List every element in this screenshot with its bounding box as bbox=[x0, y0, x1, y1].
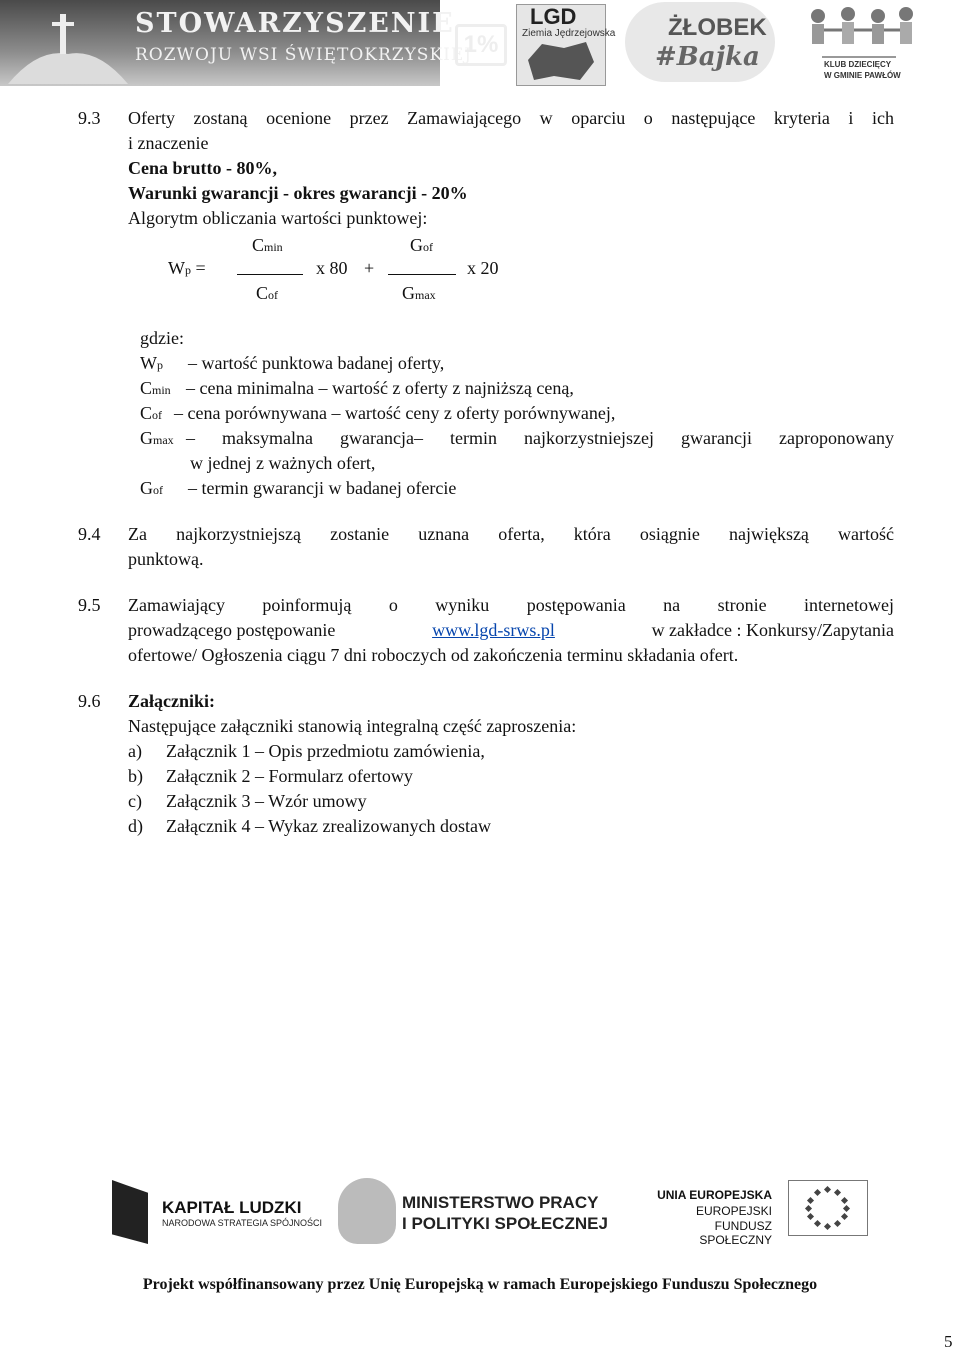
eu-flag-icon bbox=[788, 1180, 868, 1236]
attachment-letter: c) bbox=[128, 791, 142, 811]
klub-line2: W GMINIE PAWŁÓW bbox=[824, 71, 901, 80]
definition-symbol: Wp bbox=[140, 353, 163, 373]
section-9-5-line2 bbox=[128, 618, 894, 643]
ue-line3: FUNDUSZ SPOŁECZNY bbox=[699, 1219, 772, 1247]
page-number: 5 bbox=[944, 1332, 953, 1351]
cofinance-note: Projekt współfinansowany przez Unię Europejską w ramach Europejskiego Funduszu Społecznego bbox=[142, 1276, 818, 1293]
section-9-4-line1: Za najkorzystniejszą zostanie uznana oferta, która osiągnie największą wartość bbox=[128, 524, 894, 544]
section-9-3-number: 9.3 bbox=[78, 108, 101, 128]
definition-symbol: Gof bbox=[140, 478, 163, 498]
one-percent-logo: 1% bbox=[455, 24, 507, 66]
fraction-line-price bbox=[237, 274, 303, 275]
formula-c-of: Cof bbox=[256, 283, 279, 303]
zlobek-title: ŻŁOBEK bbox=[668, 14, 767, 41]
children-figures-icon bbox=[798, 4, 918, 54]
definition-text: – cena minimalna – wartość z oferty z najniższą ceną, bbox=[186, 378, 574, 398]
definition-symbol: Cof bbox=[140, 403, 163, 423]
attachments-title: Załączniki: bbox=[128, 691, 216, 711]
ue-line2: EUROPEJSKI bbox=[695, 1204, 772, 1218]
section-9-5-line3: ofertowe/ Ogłoszenia ciągu 7 dni roboczych od zakończenia terminu składania ofert. bbox=[128, 645, 739, 665]
polish-eagle-emblem-icon bbox=[338, 1178, 396, 1244]
kapital-ludzki-flag-icon bbox=[112, 1180, 148, 1244]
formula-c-min: Cmin bbox=[252, 235, 283, 255]
zlobek-subtitle: #Bajka bbox=[655, 42, 760, 72]
kapital-ludzki-subtitle: NARODOWA STRATEGIA SPÓJNOŚCI bbox=[162, 1218, 323, 1228]
definition-text: – wartość punktowa badanej oferty, bbox=[188, 353, 445, 373]
fraction-line-warranty bbox=[388, 274, 456, 275]
criteria-price: Cena brutto - 80%, bbox=[128, 158, 277, 178]
section-9-5-number: 9.5 bbox=[78, 595, 101, 615]
stowarzyszenie-title: STOWARZYSZENIE bbox=[135, 8, 455, 39]
definition-symbol: Cmin bbox=[140, 378, 171, 398]
attachment-item: Załącznik 4 – Wykaz zrealizowanych dostaw bbox=[166, 816, 491, 836]
formula-times-80: x 80 bbox=[316, 258, 348, 278]
ministerstwo-line2: I POLITYKI SPOŁECZNEJ bbox=[402, 1214, 608, 1233]
attachment-letter: d) bbox=[128, 816, 143, 836]
region-map-icon bbox=[524, 40, 596, 82]
section-9-5-text-b: w zakładce : Konkursy/Zapytania bbox=[651, 620, 894, 640]
criteria-warranty: Warunki gwarancji - okres gwarancji - 20% bbox=[128, 183, 468, 203]
definition-text: – termin gwarancji w badanej ofercie bbox=[188, 478, 457, 498]
klub-line1: KLUB DZIECIĘCY bbox=[824, 60, 892, 69]
ue-line1: UNIA EUROPEJSKA bbox=[657, 1188, 772, 1202]
section-9-3-line2: i znaczenie bbox=[128, 133, 209, 153]
attachment-item: Załącznik 2 – Formularz ofertowy bbox=[166, 766, 413, 786]
kapital-ludzki-title: KAPITAŁ LUDZKI bbox=[162, 1198, 302, 1217]
definition-text: – cena porównywana – wartość ceny z oferty porównywanej, bbox=[174, 403, 616, 423]
formula-g-of: Gof bbox=[410, 235, 433, 255]
section-9-4-number: 9.4 bbox=[78, 524, 101, 544]
stowarzyszenie-subtitle: ROZWOJU WSI ŚWIĘTOKRZYSKIEJ bbox=[135, 45, 473, 65]
definition-text: – maksymalna gwarancja– termin najkorzystniejszej gwarancji zaproponowany bbox=[186, 428, 894, 448]
definition-continuation: w jednej z ważnych ofert, bbox=[190, 453, 376, 473]
lgd-subtitle: Ziemia Jędrzejowska bbox=[522, 28, 616, 39]
section-9-3-line1: Oferty zostaną ocenione przez Zamawiającego w oparciu o następujące kryteria i ich bbox=[128, 108, 894, 128]
section-9-5-text-a: prowadzącego postępowanie bbox=[128, 620, 336, 640]
formula-plus: + bbox=[364, 258, 375, 278]
definition-symbol: Gmax bbox=[140, 428, 174, 448]
section-9-6-number: 9.6 bbox=[78, 691, 101, 711]
ministerstwo-line1: MINISTERSTWO PRACY bbox=[402, 1193, 599, 1212]
section-9-5-line1: Zamawiający poinformują o wyniku postępowania na stronie internetowej bbox=[128, 595, 894, 615]
section-9-4-line2: punktową. bbox=[128, 549, 204, 569]
lgd-website-link[interactable]: www.lgd-srws.pl bbox=[432, 620, 555, 640]
formula-w-p: Wp = bbox=[168, 258, 206, 278]
attachment-item: Załącznik 1 – Opis przedmiotu zamówienia, bbox=[166, 741, 485, 761]
algorithm-intro: Algorytm obliczania wartości punktowej: bbox=[128, 208, 428, 228]
attachment-letter: b) bbox=[128, 766, 143, 786]
where-label: gdzie: bbox=[140, 328, 184, 348]
formula-times-20: x 20 bbox=[467, 258, 499, 278]
attachments-intro: Następujące załączniki stanowią integralną część zaproszenia: bbox=[128, 716, 577, 736]
lgd-title: LGD bbox=[530, 4, 577, 29]
attachment-letter: a) bbox=[128, 741, 142, 761]
attachment-item: Załącznik 3 – Wzór umowy bbox=[166, 791, 367, 811]
formula-g-max: Gmax bbox=[402, 283, 436, 303]
church-silhouette-icon bbox=[8, 8, 128, 84]
